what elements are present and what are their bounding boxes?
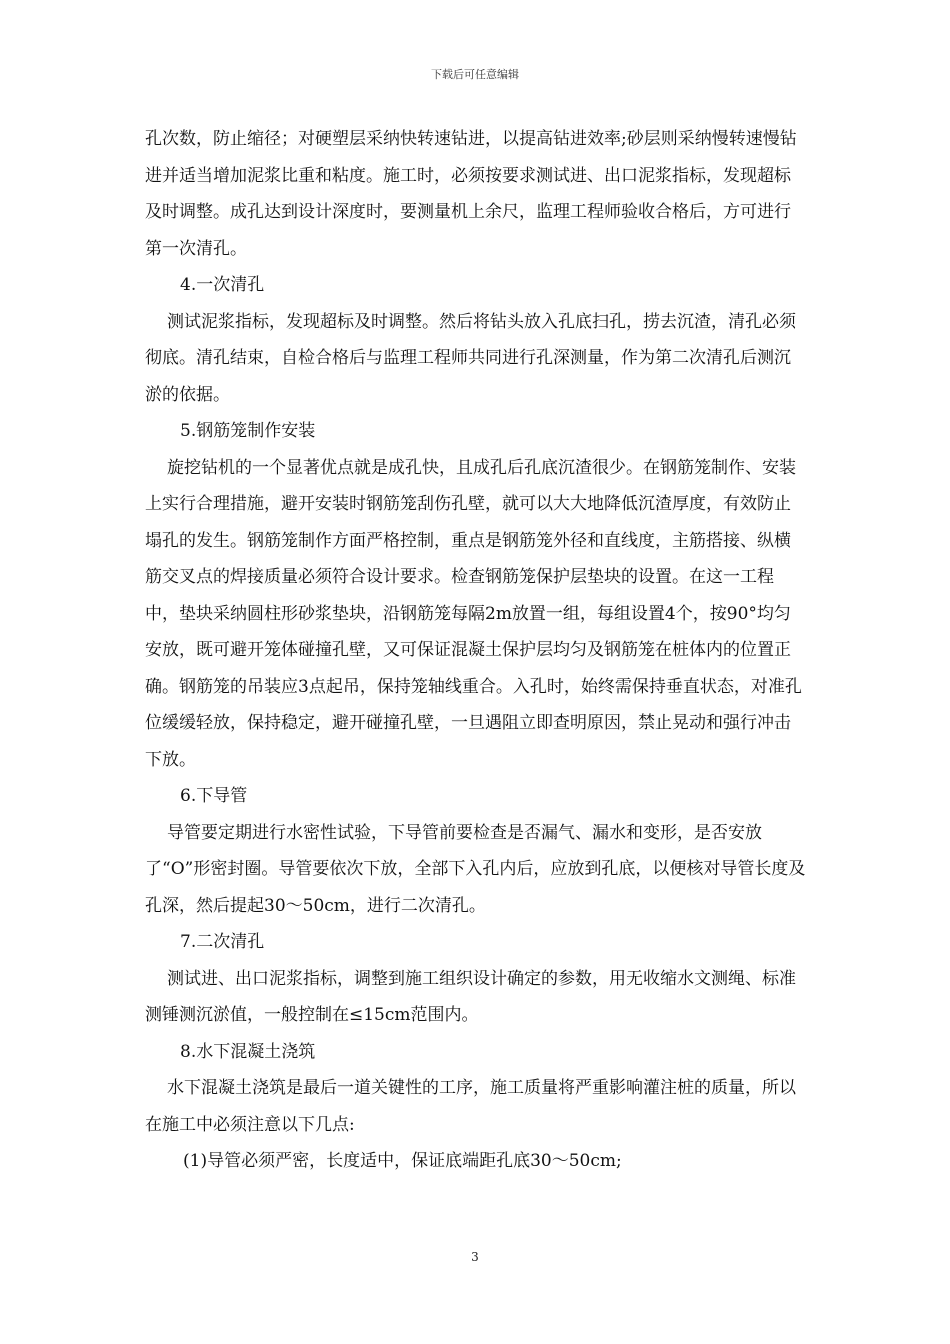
page-header: 下载后可任意编辑 <box>431 68 519 81</box>
body-paragraph: 水下混凝土浇筑是最后一道关键性的工序，施工质量将严重影响灌注桩的质量，所以在施工中必须注意以下几点: <box>145 1078 796 1135</box>
body-paragraph: 孔次数，防止缩径；对硬塑层采纳快转速钻进，以提高钻进效率;砂层则采纳慢转速慢钻进并适当增加泥浆比重和粘度。施工时，必须按要求测试进、出口泥浆指标，发现超标及时调整。成孔达到设计深度时，要测量机上余尺，监理工程师验收合格后，方可进行第一次清孔。 <box>145 129 797 259</box>
body-paragraph: 测试泥浆指标，发现超标及时调整。然后将钻头放入孔底扫孔，捞去沉渣，清孔必须彻底。清孔结束，自检合格后与监理工程师共同进行孔深测量，作为第二次清孔后测沉淤的依据。 <box>145 311 796 405</box>
list-item: (1)导管必须严密，长度适中，保证底端距孔底30～50cm; <box>183 1151 622 1171</box>
body-paragraph: 旋挖钻机的一个显著优点就是成孔快，且成孔后孔底沉渣很少。在钢筋笼制作、安装上实行合理措施，避开安装时钢筋笼刮伤孔壁，就可以大大地降低沉渣厚度，有效防止塌孔的发生。钢筋笼制作方面严格控制，重点是钢筋笼外径和直线度，主筋搭接、纵横筋交叉点的焊接质量必须符合设计要求。检查钢筋笼保护层垫块的设置。在这一工程中，垫块采纳圆柱形砂浆垫块，沿钢筋笼每隔2m放置一组，每组设置4个，按90°均匀安放，既可避开笼体碰撞孔壁，又可保证混凝土保护层均匀及钢筋笼在桩体内的位置正确。钢筋笼的吊装应3点起吊，保持笼轴线重合。入孔时，始终需保持垂直状态，对准孔位缓缓轻放，保持稳定，避开碰撞孔壁，一旦遇阻立即查明原因，禁止晃动和强行冲击下放。 <box>145 457 802 770</box>
section-heading-7: 7.二次清孔 <box>180 932 265 952</box>
body-paragraph: 导管要定期进行水密性试验，下导管前要检查是否漏气、漏水和变形，是否安放了“O”形密封圈。导管要依次下放，全部下入孔内后，应放到孔底，以便核对导管长度及孔深，然后提起30～50cm，进行二次清孔。 <box>145 822 806 916</box>
section-heading-8: 8.水下混凝土浇筑 <box>180 1041 316 1062</box>
section-heading-5: 5.钢筋笼制作安装 <box>180 421 316 441</box>
section-heading-4: 4.一次清孔 <box>180 275 265 295</box>
section-heading-6: 6.下导管 <box>180 786 248 806</box>
body-paragraph: 测试进、出口泥浆指标，调整到施工组织设计确定的参数，用无收缩水文测绳、标准测锤测沉淤值，一般控制在≤15cm范围内。 <box>145 968 796 1025</box>
document-body <box>145 121 807 1180</box>
page-number: 3 <box>471 1250 479 1264</box>
